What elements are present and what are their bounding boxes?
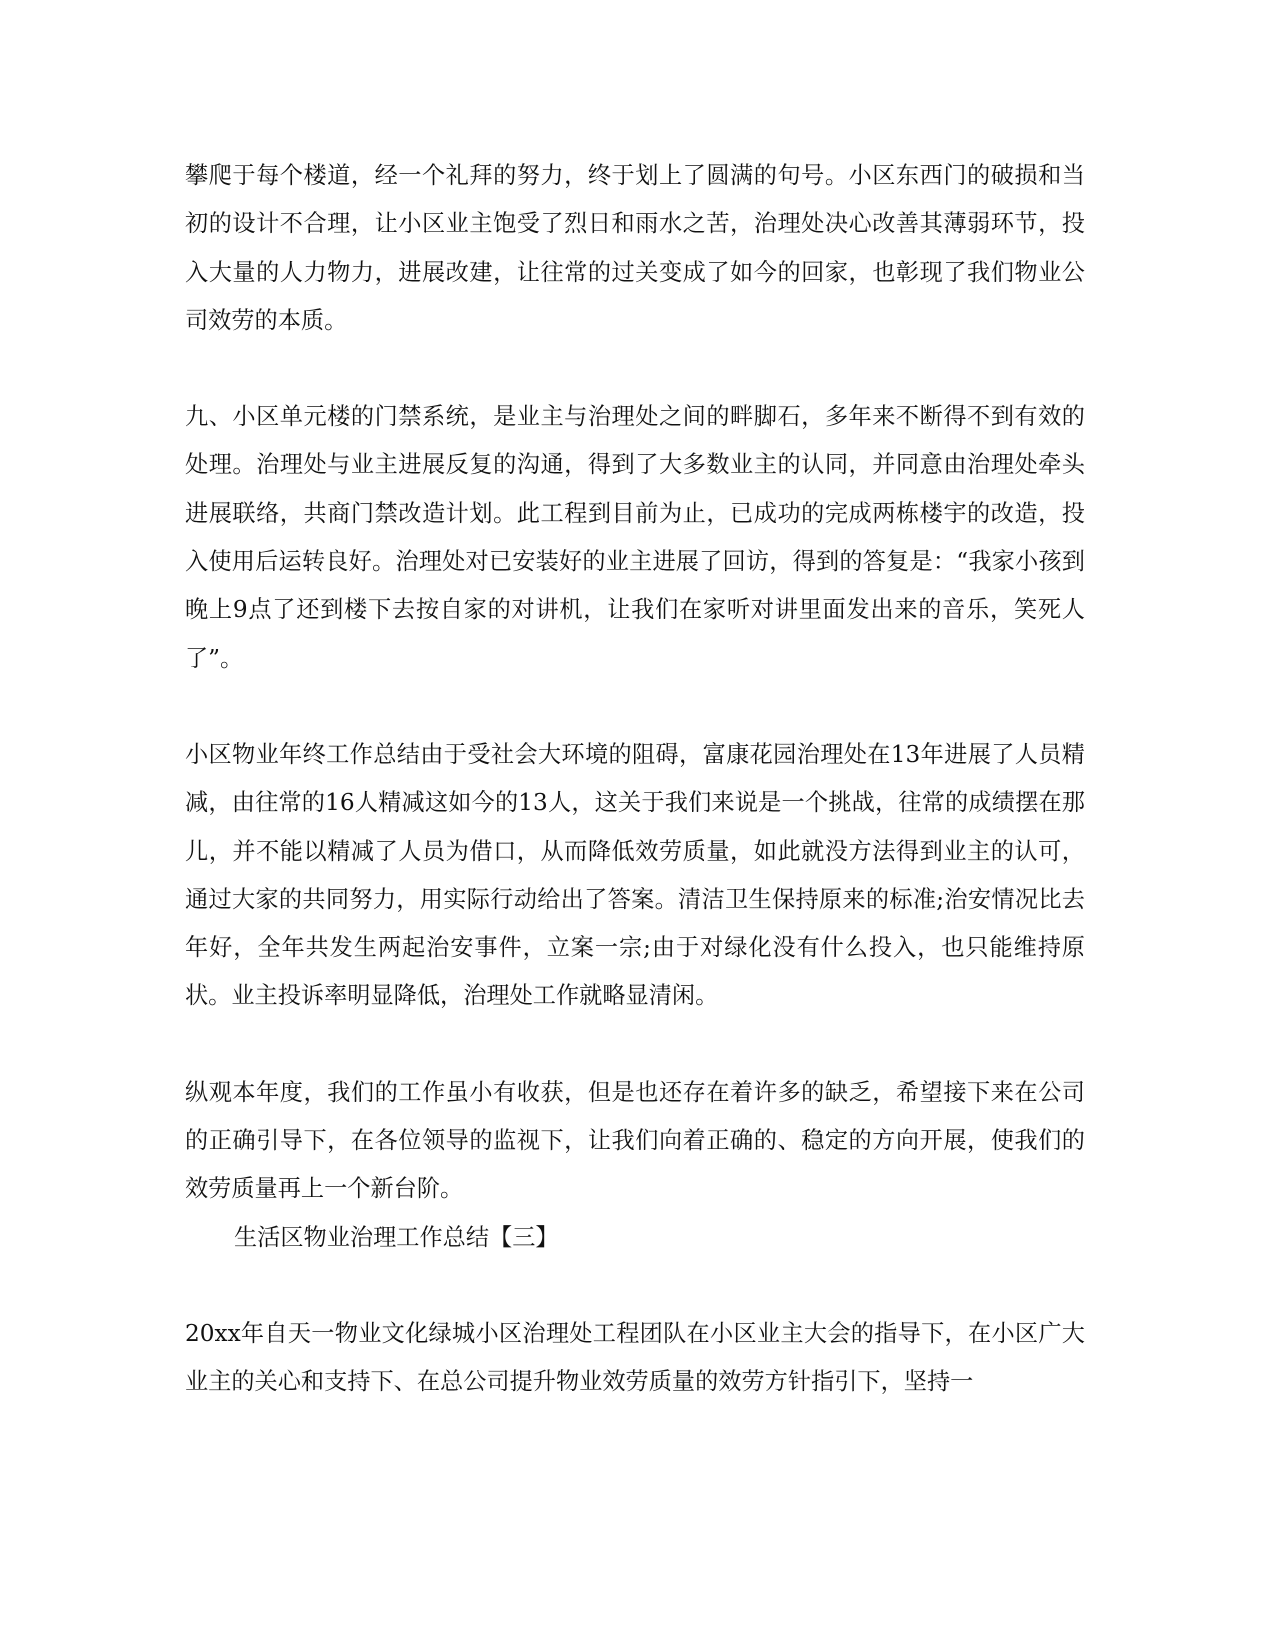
section-heading: 生活区物业治理工作总结【三】 — [234, 1223, 559, 1251]
document-body — [185, 152, 1085, 1407]
paragraph-entrance-renovation: 攀爬于每个楼道，经一个礼拜的努力，终于划上了圆满的句号。小区东西门的破损和当初的设计不合理，让小区业主饱受了烈日和雨水之苦，治理处决心改善其薄弱环节，投入大量的人力物力，进展改建，让往常的过关变成了如今的回家，也彰现了我们物业公司效劳的本质。 — [185, 162, 1085, 334]
paragraph-outlook: 纵观本年度，我们的工作虽小有收获，但是也还存在着许多的缺乏，希望接下来在公司的正确引导下，在各位领导的监视下，让我们向着正确的、稳定的方向开展，使我们的效劳质量再上一个新台阶。 — [185, 1078, 1085, 1203]
paragraph-access-control: 九、小区单元楼的门禁系统，是业主与治理处之间的畔脚石，多年来不断得不到有效的处理。治理处与业主进展反复的沟通，得到了大多数业主的认同，并同意由治理处牵头进展联络，共商门禁改造计划。此工程到目前为止，已成功的完成两栋楼宇的改造，投入使用后运转良好。治理处对已安装好的业主进展了回访，得到的答复是：“我家小孩到晚上9点了还到楼下去按自家的对讲机，让我们在家听对讲里面发出来的音乐，笑死人了”。 — [185, 403, 1085, 672]
paragraph-section-three-intro: 20xx年自天一物业文化绿城小区治理处工程团队在小区业主大会的指导下，在小区广大业主的关心和支持下、在总公司提升物业效劳质量的效劳方针指引下，坚持一 — [185, 1319, 1085, 1396]
paragraph-year-end-summary: 小区物业年终工作总结由于受社会大环境的阻碍，富康花园治理处在13年进展了人员精减，由往常的16人精减这如今的13人，这关于我们来说是一个挑战，往常的成绩摆在那儿，并不能以精减了人员为借口，从而降低效劳质量，如此就没方法得到业主的认可，通过大家的共同努力，用实际行动给出了答案。清洁卫生保持原来的标准;治安情况比去年好，全年共发生两起治安事件，立案一宗;由于对绿化没有什么投入，也只能维持原状。业主投诉率明显降低，治理处工作就略显清闲。 — [185, 740, 1085, 1010]
